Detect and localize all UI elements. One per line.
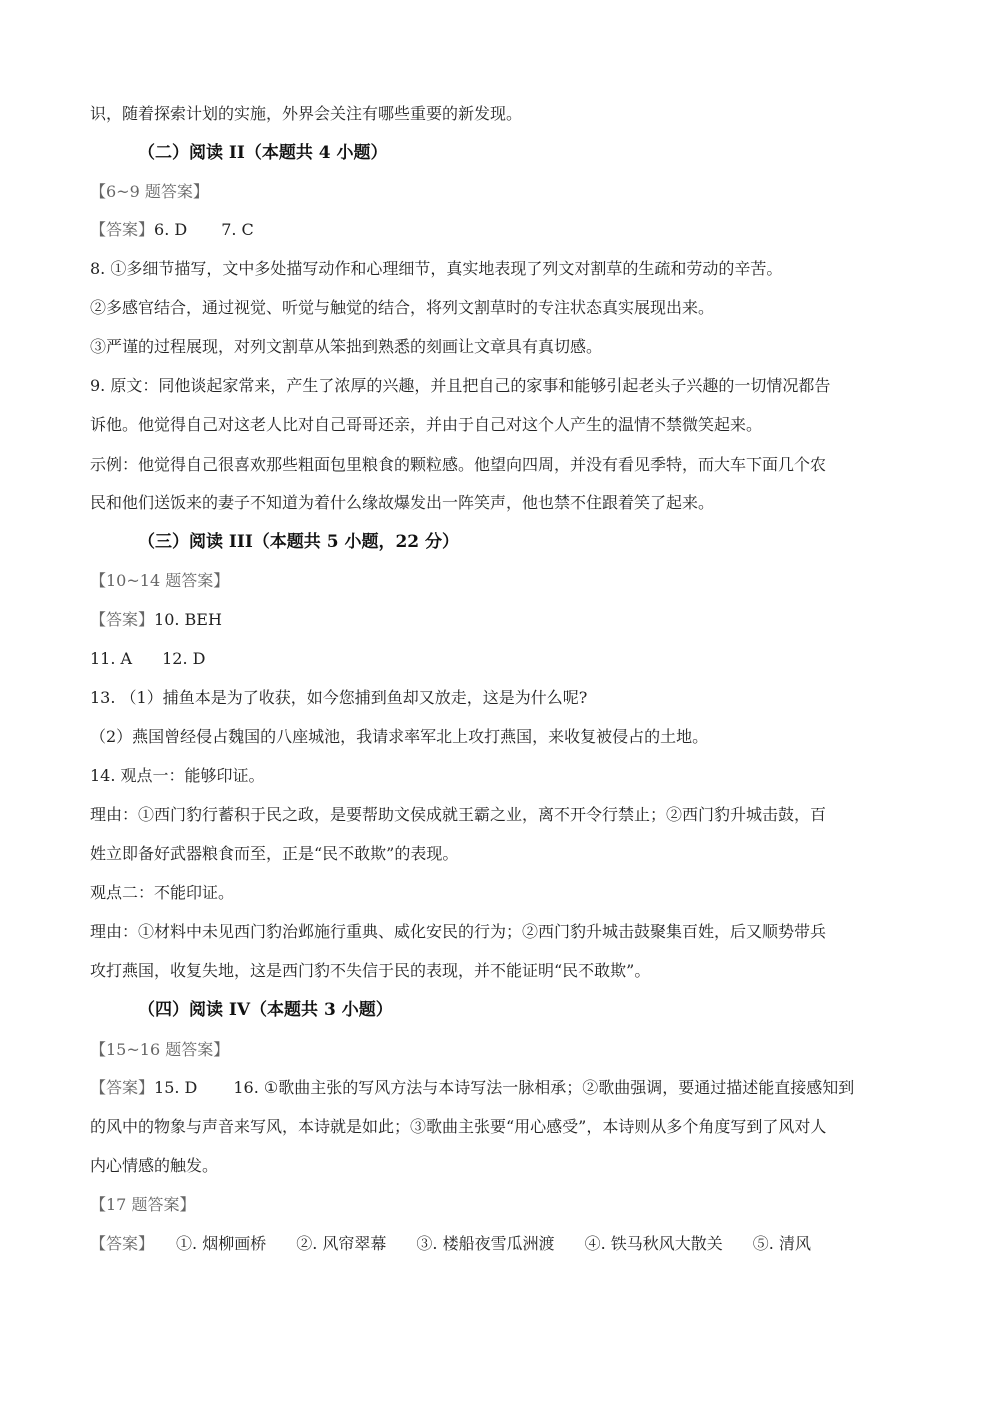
answer-15: 15. D — [154, 1078, 198, 1097]
answer-line — [90, 648, 205, 670]
text-line: 理由：①材料中未见西门豹治邺施行重典、威化安民的行为；②西门豹升城击鼓聚集百姓，后又顺势带兵 — [90, 922, 827, 941]
answer-line — [90, 609, 222, 631]
text-line: 13. （1）捕鱼本是为了收获，如今您捕到鱼却又放走，这是为什么呢? — [90, 688, 588, 707]
answer-line — [90, 219, 254, 241]
text-line: 内心情感的触发。 — [90, 1156, 219, 1175]
answer-tag: 【答案】 — [90, 220, 155, 239]
answer-6: 6. D — [154, 220, 188, 239]
answer-line — [90, 1077, 854, 1099]
answer-label: 【10~14 题答案】 — [90, 571, 230, 590]
answer-tag: 【答案】 — [90, 610, 155, 629]
answer-label: 【15~16 题答案】 — [90, 1040, 230, 1059]
text-line: 9. 原文：同他谈起家常来，产生了浓厚的兴趣，并且把自己的家事和能够引起老头子兴趣的一切情况都告 — [90, 376, 831, 395]
blank-answer-3: ③. 楼船夜雪瓜洲渡 — [416, 1234, 555, 1253]
answer-line — [90, 1233, 811, 1255]
text-line: 示例：他觉得自己很喜欢那些粗面包里粮食的颗粒感。他望向四周，并没有看见季特，而大车下面几个农 — [90, 455, 827, 474]
section-heading-3: （三）阅读 III（本题共 5 小题，22 分） — [138, 532, 460, 552]
text-line: 识，随着探索计划的实施，外界会关注有哪些重要的新发现。 — [90, 104, 523, 123]
blank-answer-2: ②. 风帘翠幕 — [296, 1234, 387, 1253]
answer-11: 11. A — [90, 649, 133, 668]
text-line: ③严谨的过程展现，对列文割草从笨拙到熟悉的刻画让文章具有真切感。 — [90, 337, 603, 356]
text-line: 攻打燕国，收复失地，这是西门豹不失信于民的表现，并不能证明“民不敢欺”。 — [90, 961, 651, 980]
text-line: 理由：①西门豹行蓄积于民之政，是要帮助文侯成就王霸之业，离不开令行禁止；②西门豹升城击鼓，百 — [90, 805, 827, 824]
text-line: 观点二：不能印证。 — [90, 883, 235, 902]
answer-label: 【6~9 题答案】 — [90, 182, 209, 201]
text-line: 14. 观点一：能够印证。 — [90, 766, 265, 785]
blank-answer-4: ④. 铁马秋风大散关 — [584, 1234, 723, 1253]
text-line: ②多感官结合，通过视觉、听觉与触觉的结合，将列文割草时的专注状态真实展现出来。 — [90, 298, 715, 317]
answer-tag: 【答案】 — [90, 1078, 155, 1097]
answer-tag: 【答案】 — [90, 1234, 155, 1253]
answer-16: 16. ①歌曲主张的写风方法与本诗写法一脉相承；②歌曲强调，要通过描述能直接感知到 — [233, 1078, 855, 1097]
section-heading-4: （四）阅读 IV（本题共 3 小题） — [138, 1000, 393, 1020]
answer-7: 7. C — [221, 220, 254, 239]
answer-10: 10. BEH — [154, 610, 222, 629]
text-line: 民和他们送饭来的妻子不知道为着什么缘故爆发出一阵笑声，他也禁不住跟着笑了起来。 — [90, 493, 715, 512]
text-line: 姓立即备好武器粮食而至，正是“民不敢欺”的表现。 — [90, 844, 459, 863]
text-line: 8. ①多细节描写，文中多处描写动作和心理细节，真实地表现了列文对割草的生疏和劳动的辛苦。 — [90, 259, 783, 278]
section-heading-2: （二）阅读 II（本题共 4 小题） — [138, 143, 388, 163]
answer-label: 【17 题答案】 — [90, 1195, 196, 1214]
text-line: 的风中的物象与声音来写风，本诗就是如此；③歌曲主张要“用心感受”，本诗则从多个角度写到了风对人 — [90, 1117, 827, 1136]
blank-answer-5: ⑤. 清风 — [752, 1234, 811, 1253]
blank-answer-1: ①. 烟柳画桥 — [176, 1234, 267, 1253]
text-line: 诉他。他觉得自己对这老人比对自己哥哥还亲，并由于自己对这个人产生的温情不禁微笑起来。 — [90, 415, 763, 434]
answer-12: 12. D — [162, 649, 206, 668]
text-line: （2）燕国曾经侵占魏国的八座城池，我请求率军北上攻打燕国，来收复被侵占的土地。 — [90, 727, 709, 746]
